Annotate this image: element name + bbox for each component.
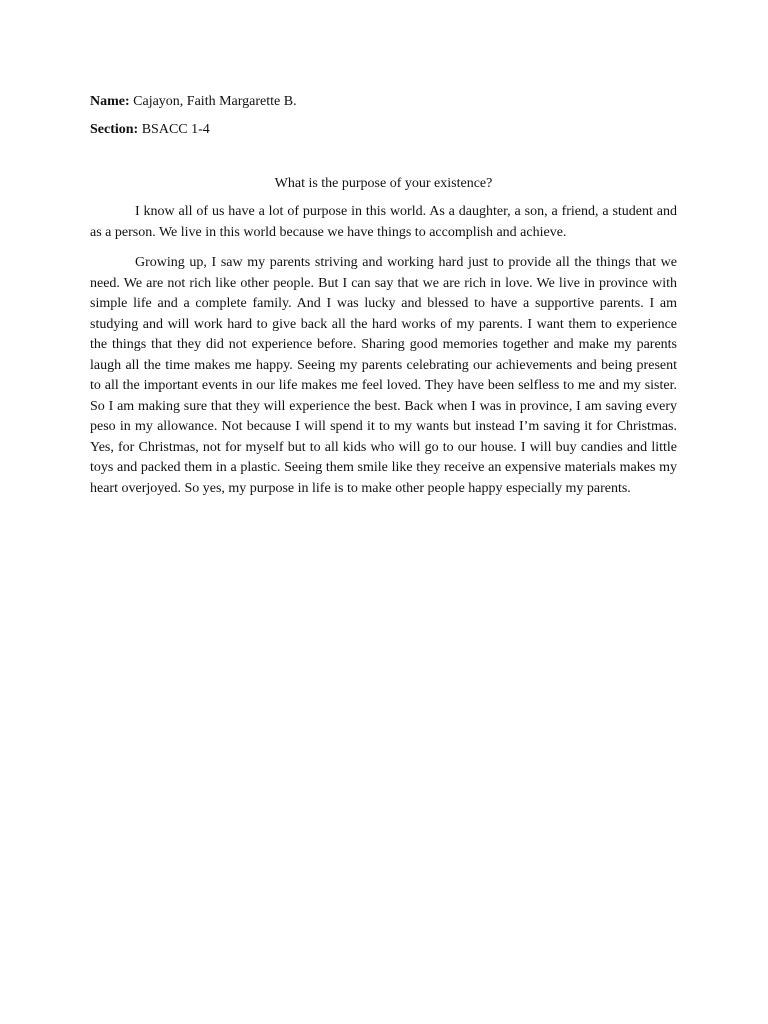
name-line [90,92,677,112]
essay-question: What is the purpose of your existence? [274,176,493,191]
name-label: Name: [90,94,130,109]
name-value: Cajayon, Faith Margarette B. [133,94,297,109]
section-label: Section: [90,122,139,137]
document-page [90,92,677,509]
section-value: BSACC 1-4 [141,122,210,137]
essay-paragraph-2: Growing up, I saw my parents striving and working hard just to provide all the things that we need. We are not rich like other people. But I can say that we are rich in love. We live in province with simple life and a complete family. And I was lucky and blessed to have a supportive parents. I am studying and will work hard to give back all the hard works of my parents. I want them to experience the things that they did not experience before. Sharing good memories together and make my parents laugh all the time makes me happy. Seeing my parents celebrating our achievements and being present to all the important events in our life makes me feel loved. They have been selfless to me and my sister. So I am making sure that they will experience the best. Back when I was in province, I am saving every peso in my allowance. Not because I will spend it to my wants but instead I’m saving it for Christmas. Yes, for Christmas, not for myself but to all kids who will go to our house. I will buy candies and little toys and packed them in a plastic. Seeing them smile like they receive an expensive materials makes my heart overjoyed. So yes, my purpose in life is to make other people happy especially my parents. [90,255,677,496]
essay-paragraph-1: I know all of us have a lot of purpose in this world. As a daughter, a son, a friend, a student and as a person. We live in this world because we have things to accomplish and achieve. [90,204,677,240]
section-line [90,120,677,140]
